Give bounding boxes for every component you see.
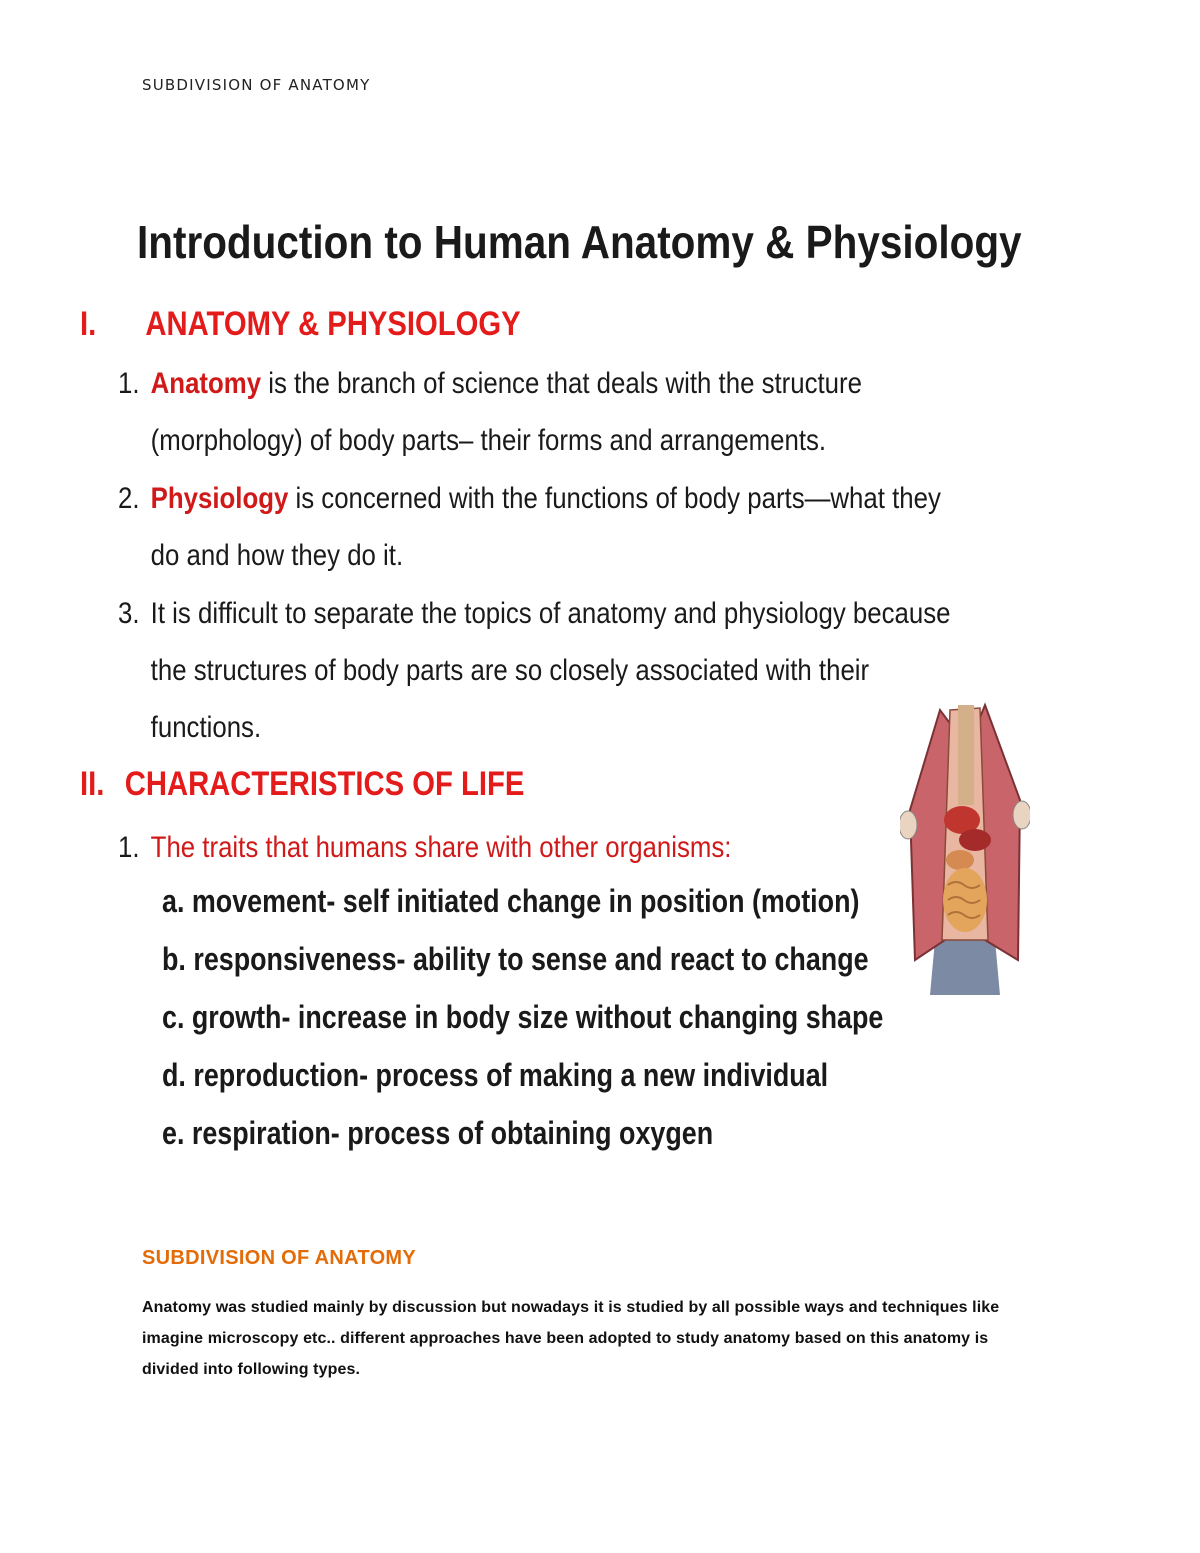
anatomy-torso-illustration <box>900 690 1030 1000</box>
term-physiology: Physiology <box>150 482 289 515</box>
trait-responsiveness: b. responsiveness- ability to sense and react to change <box>162 941 869 977</box>
item-text: It is difficult to separate the topics of anatomy and physiology because <box>150 597 951 630</box>
section-2-title: CHARACTERISTICS OF LIFE <box>124 765 525 803</box>
section-2-heading <box>80 765 524 804</box>
list-item-1 <box>118 355 862 469</box>
item-text-continued: do and how they do it. <box>150 539 404 572</box>
slide-title: Introduction to Human Anatomy & Physiology <box>137 216 1022 268</box>
item-text: is concerned with the functions of body parts—what they <box>288 482 941 515</box>
open-torso-icon <box>900 690 1030 1000</box>
item-number: 3. <box>118 597 140 630</box>
item-text-continued-2: functions. <box>150 711 262 744</box>
item-number: 2. <box>118 482 140 515</box>
traits-subheading: The traits that humans share with other organisms: <box>150 831 732 864</box>
section-1-heading <box>80 305 521 344</box>
subheading-traits <box>118 819 731 876</box>
section-1-title: ANATOMY & PHYSIOLOGY <box>145 305 521 343</box>
term-anatomy: Anatomy <box>150 367 262 400</box>
trait-respiration: e. respiration- process of obtaining oxygen <box>162 1115 714 1151</box>
item-text: is the branch of science that deals with the structure <box>261 367 862 400</box>
trait-movement: a. movement- self initiated change in position (motion) <box>162 883 860 919</box>
list-item-3 <box>118 585 950 756</box>
trait-growth: c. growth- increase in body size without changing shape <box>162 999 884 1035</box>
running-header: SUBDIVISION OF ANATOMY <box>142 76 371 94</box>
list-item-2 <box>118 470 941 584</box>
body-paragraph: Anatomy was studied mainly by discussion but nowadays it is studied by all possible ways and techniques like imagine microscopy etc.. different approaches have been adopted to study anatomy based on this anatomy is divided into following types. <box>142 1299 1000 1378</box>
section-1-numeral: I. <box>80 305 97 343</box>
item-text-continued: the structures of body parts are so closely associated with their <box>150 654 870 687</box>
section-2-numeral: II. <box>80 765 105 803</box>
trait-reproduction: d. reproduction- process of making a new individual <box>162 1057 829 1093</box>
item-text-continued: (morphology) of body parts– their forms and arrangements. <box>150 424 827 457</box>
item-number: 1. <box>118 831 140 864</box>
slide-image <box>80 205 1040 1175</box>
section-heading: SUBDIVISION OF ANATOMY <box>142 1247 417 1269</box>
item-number: 1. <box>118 367 140 400</box>
